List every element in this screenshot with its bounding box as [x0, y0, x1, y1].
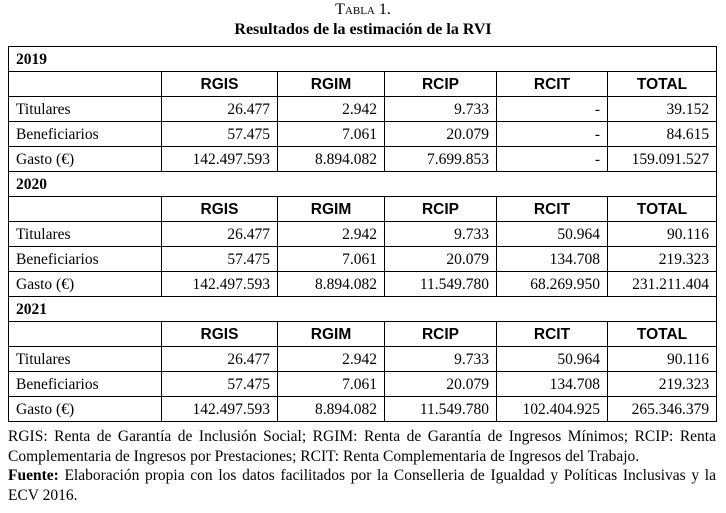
- column-header: RCIT: [497, 197, 608, 222]
- table-cell: 7.061: [278, 122, 385, 147]
- table-cell: 57.475: [162, 247, 278, 272]
- table-cell: 57.475: [162, 372, 278, 397]
- table-cell: 50.964: [497, 347, 608, 372]
- table-caption-label: Tabla 1.: [335, 1, 391, 18]
- table-notes: [8, 427, 716, 506]
- table-cell: 68.269.950: [497, 272, 608, 297]
- header-blank-cell: [9, 72, 162, 97]
- header-blank-cell: [9, 197, 162, 222]
- column-header: RGIM: [278, 322, 385, 347]
- row-label: Gasto (€): [9, 272, 162, 297]
- table-row: [9, 372, 717, 397]
- table-cell: 142.497.593: [162, 397, 278, 422]
- year-heading: 2021: [9, 297, 717, 322]
- table-cell: 159.091.527: [608, 147, 717, 172]
- table-cell: -: [497, 97, 608, 122]
- row-label: Beneficiarios: [9, 372, 162, 397]
- column-header-row: [9, 72, 717, 97]
- column-header: RCIP: [385, 72, 497, 97]
- table-row: [9, 247, 717, 272]
- column-header: RGIM: [278, 72, 385, 97]
- table-cell: 26.477: [162, 222, 278, 247]
- table-cell: -: [497, 122, 608, 147]
- column-header: TOTAL: [608, 197, 717, 222]
- table-row: [9, 147, 717, 172]
- table-cell: 219.323: [608, 372, 717, 397]
- column-header: RCIT: [497, 322, 608, 347]
- table-cell: 20.079: [385, 122, 497, 147]
- column-header-row: [9, 197, 717, 222]
- year-row: [9, 297, 717, 322]
- row-label: Titulares: [9, 97, 162, 122]
- year-heading: 2019: [9, 47, 717, 72]
- table-cell: 20.079: [385, 372, 497, 397]
- year-row: [9, 172, 717, 197]
- column-header: TOTAL: [608, 322, 717, 347]
- row-label: Beneficiarios: [9, 247, 162, 272]
- table-row: [9, 222, 717, 247]
- table-cell: 9.733: [385, 222, 497, 247]
- row-label: Titulares: [9, 347, 162, 372]
- table-cell: 134.708: [497, 247, 608, 272]
- year-heading: 2020: [9, 172, 717, 197]
- table-row: [9, 97, 717, 122]
- column-header: RCIP: [385, 322, 497, 347]
- table-cell: 57.475: [162, 122, 278, 147]
- source-note: [8, 466, 716, 505]
- table-cell: 142.497.593: [162, 272, 278, 297]
- source-text: Elaboración propia con los datos facilitados por la Conselleria de Igualdad y Políticas Inclusivas y la ECV 2016.: [8, 467, 716, 505]
- table-row: [9, 397, 717, 422]
- column-header: RCIT: [497, 72, 608, 97]
- table-cell: 219.323: [608, 247, 717, 272]
- table-cell: 20.079: [385, 247, 497, 272]
- row-label: Gasto (€): [9, 147, 162, 172]
- table-cell: 7.061: [278, 247, 385, 272]
- table-cell: 50.964: [497, 222, 608, 247]
- table-cell: 9.733: [385, 97, 497, 122]
- table-cell: 8.894.082: [278, 397, 385, 422]
- table-cell: 39.152: [608, 97, 717, 122]
- table-cell: 26.477: [162, 97, 278, 122]
- table-cell: 7.699.853: [385, 147, 497, 172]
- table-cell: 265.346.379: [608, 397, 717, 422]
- year-row: [9, 47, 717, 72]
- table-cell: 84.615: [608, 122, 717, 147]
- table-cell: 2.942: [278, 222, 385, 247]
- table-cell: 11.549.780: [385, 397, 497, 422]
- table-cell: 7.061: [278, 372, 385, 397]
- table-row: [9, 272, 717, 297]
- table-row: [9, 347, 717, 372]
- abbreviations-note: RGIS: Renta de Garantía de Inclusión Social; RGIM: Renta de Garantía de Ingresos Mínimos; RCIP: Renta Complementaria de Ingresos por Prestaciones; RCIT: Renta Complementaria de Ingresos del Trabajo.: [8, 428, 716, 465]
- table-caption-title: Resultados de la estimación de la RVI: [234, 21, 492, 38]
- column-header: RGIS: [162, 197, 278, 222]
- column-header: TOTAL: [608, 72, 717, 97]
- table-cell: 2.942: [278, 97, 385, 122]
- table-row: [9, 122, 717, 147]
- column-header: RGIM: [278, 197, 385, 222]
- column-header: RGIS: [162, 72, 278, 97]
- table-cell: -: [497, 147, 608, 172]
- table-cell: 90.116: [608, 347, 717, 372]
- source-label: Fuente:: [8, 467, 59, 485]
- table-cell: 26.477: [162, 347, 278, 372]
- column-header: RCIP: [385, 197, 497, 222]
- table-cell: 9.733: [385, 347, 497, 372]
- table-cell: 2.942: [278, 347, 385, 372]
- column-header-row: [9, 322, 717, 347]
- table-cell: 8.894.082: [278, 147, 385, 172]
- table-cell: 8.894.082: [278, 272, 385, 297]
- column-header: RGIS: [162, 322, 278, 347]
- row-label: Titulares: [9, 222, 162, 247]
- table-cell: 90.116: [608, 222, 717, 247]
- table-cell: 231.211.404: [608, 272, 717, 297]
- table-cell: 102.404.925: [497, 397, 608, 422]
- table-cell: 134.708: [497, 372, 608, 397]
- row-label: Gasto (€): [9, 397, 162, 422]
- row-label: Beneficiarios: [9, 122, 162, 147]
- rvi-results-table: [8, 46, 717, 422]
- table-cell: 142.497.593: [162, 147, 278, 172]
- table-cell: 11.549.780: [385, 272, 497, 297]
- header-blank-cell: [9, 322, 162, 347]
